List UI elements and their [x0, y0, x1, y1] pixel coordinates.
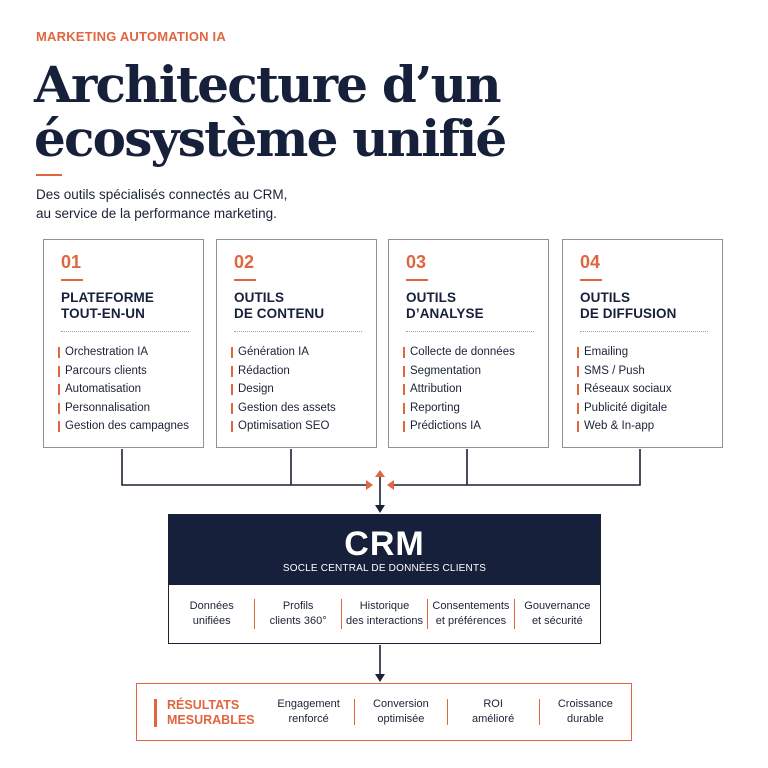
- card-plateforme: [43, 239, 204, 448]
- card-number: 04: [580, 252, 601, 272]
- crm-header: [169, 515, 600, 585]
- page-subtitle: [36, 185, 287, 223]
- crm-feature-line-2: des interactions: [345, 615, 424, 627]
- card-item-list: [58, 343, 189, 436]
- card-number-underline: [580, 279, 602, 281]
- subtitle-line-1: Des outils spécialisés connectés au CRM,: [36, 187, 288, 202]
- card-analyse: [388, 239, 549, 448]
- crm-title: CRM: [344, 525, 425, 563]
- card-diffusion: [562, 239, 723, 448]
- arrow-down-icon: [375, 505, 385, 513]
- results-accent-bar: [154, 699, 157, 727]
- card-item-list: [231, 343, 336, 436]
- crm-feature-line-1: Gouvernance: [524, 600, 591, 612]
- card-title-line-1: OUTILS: [406, 290, 457, 305]
- page-title-line-1: Architecture d’un: [34, 55, 500, 114]
- result-item-line-2: amélioré: [472, 713, 515, 725]
- card-title-line-1: OUTILS: [234, 290, 285, 305]
- result-item: [263, 697, 354, 727]
- card-title: [234, 290, 324, 322]
- card-title-line-1: OUTILS: [580, 290, 631, 305]
- result-item-line-1: ROI: [483, 698, 503, 710]
- results-block: [136, 683, 632, 741]
- card-contenu: [216, 239, 377, 448]
- list-item: Design: [231, 380, 336, 399]
- card-number: 03: [406, 252, 427, 272]
- list-item: Gestion des assets: [231, 399, 336, 418]
- card-number: 02: [234, 252, 255, 272]
- card-title-line-2: DE DIFFUSION: [580, 306, 677, 321]
- card-number: 01: [61, 252, 82, 272]
- card-divider: [61, 331, 189, 332]
- crm-feature-line-2: unifiées: [192, 615, 231, 627]
- crm-feature-line-1: Profils: [282, 600, 314, 612]
- card-title-line-2: DE CONTENU: [234, 306, 325, 321]
- list-item: Rédaction: [231, 362, 336, 381]
- crm-feature: [342, 585, 427, 643]
- result-item-line-2: optimisée: [377, 713, 425, 725]
- list-item: Gestion des campagnes: [58, 417, 189, 436]
- connector-card-1: [122, 449, 368, 485]
- list-item: Parcours clients: [58, 362, 189, 381]
- page-title-line-2: écosystème unifié: [34, 109, 506, 168]
- results-label-text: [167, 698, 255, 728]
- crm-feature-line-2: clients 360°: [269, 615, 327, 627]
- list-item: Génération IA: [231, 343, 336, 362]
- result-item-line-2: durable: [567, 713, 604, 725]
- crm-features: [169, 585, 600, 643]
- list-item: Personnalisation: [58, 399, 189, 418]
- card-title: [61, 290, 154, 322]
- crm-feature: [169, 585, 254, 643]
- list-item: Segmentation: [403, 362, 515, 381]
- card-item-list: [577, 343, 672, 436]
- card-title-line-1: PLATEFORME: [61, 290, 154, 305]
- list-item: Réseaux sociaux: [577, 380, 672, 399]
- card-item-list: [403, 343, 515, 436]
- crm-feature: [428, 585, 513, 643]
- results-label-line-2: MESURABLES: [167, 713, 255, 727]
- arrow-down-icon: [375, 674, 385, 682]
- card-title: [406, 290, 484, 322]
- crm-feature-line-2: et sécurité: [531, 615, 583, 627]
- card-divider: [580, 331, 708, 332]
- list-item: Publicité digitale: [577, 399, 672, 418]
- crm-feature-line-1: Historique: [359, 600, 410, 612]
- crm-subtitle: SOCLE CENTRAL DE DONNÉES CLIENTS: [282, 563, 487, 574]
- arrow-top-icon: [375, 470, 385, 477]
- crm-feature-line-1: Consentements: [432, 600, 510, 612]
- list-item: Prédictions IA: [403, 417, 515, 436]
- result-item-line-1: Engagement: [277, 698, 340, 710]
- result-item: [448, 697, 539, 727]
- connector-card-4: [392, 449, 640, 485]
- results-label-line-1: RÉSULTATS: [167, 698, 240, 712]
- result-item-line-1: Croissance: [557, 698, 613, 710]
- crm-feature: [515, 585, 600, 643]
- list-item: Emailing: [577, 343, 672, 362]
- arrow-left-icon: [366, 480, 373, 490]
- card-title-line-2: TOUT-EN-UN: [61, 306, 145, 321]
- crm-block: [168, 514, 601, 644]
- subtitle-line-2: au service de la performance marketing.: [36, 206, 277, 221]
- card-divider: [406, 331, 534, 332]
- arrow-right-icon: [387, 480, 394, 490]
- result-item: [540, 697, 631, 727]
- list-item: Collecte de données: [403, 343, 515, 362]
- list-item: Orchestration IA: [58, 343, 189, 362]
- card-number-underline: [234, 279, 256, 281]
- card-divider: [234, 331, 362, 332]
- card-title-line-2: D’ANALYSE: [406, 306, 484, 321]
- page-title: [34, 55, 734, 168]
- result-item-line-1: Conversion: [373, 698, 429, 710]
- kicker-label: MARKETING AUTOMATION IA: [36, 29, 226, 44]
- list-item: Attribution: [403, 380, 515, 399]
- card-number-underline: [61, 279, 83, 281]
- crm-feature-line-1: Données: [189, 600, 234, 612]
- list-item: Automatisation: [58, 380, 189, 399]
- title-divider: [36, 174, 62, 176]
- list-item: Reporting: [403, 399, 515, 418]
- result-item-line-2: renforcé: [288, 713, 329, 725]
- result-item: [355, 697, 446, 727]
- list-item: SMS / Push: [577, 362, 672, 381]
- list-item: Optimisation SEO: [231, 417, 336, 436]
- results-label: [137, 684, 263, 740]
- list-item: Web & In-app: [577, 417, 672, 436]
- card-title: [580, 290, 676, 322]
- crm-feature: [255, 585, 340, 643]
- crm-feature-line-2: et préférences: [435, 615, 507, 627]
- card-number-underline: [406, 279, 428, 281]
